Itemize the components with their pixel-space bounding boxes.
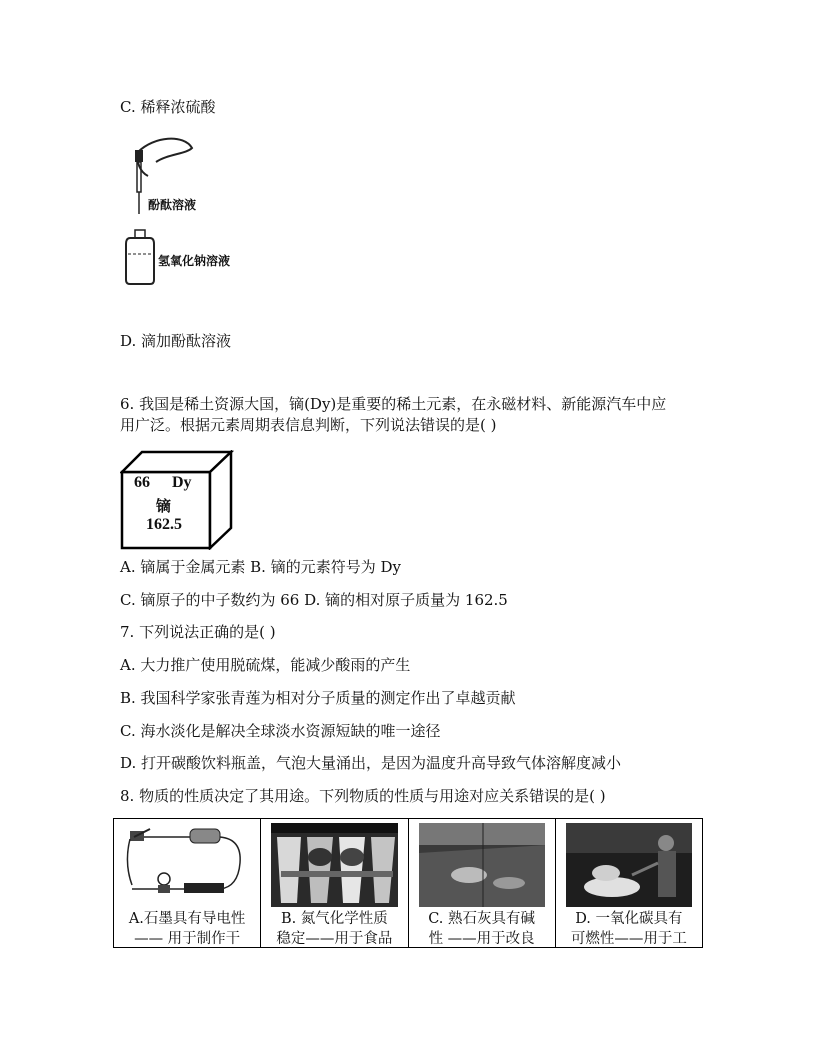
q8-cell-c-line2: 性 ——用于改良 bbox=[428, 931, 535, 947]
sodium-hydroxide-label: 氢氧化钠溶液 bbox=[158, 254, 231, 268]
q7-stem: 7. 下列说法正确的是( ) bbox=[120, 623, 276, 641]
element-name: 镝 bbox=[156, 497, 172, 515]
element-atomic-mass: 162.5 bbox=[146, 516, 182, 533]
q6-options-line1: A. 镝属于金属元素 B. 镝的元素符号为 Dy bbox=[120, 558, 401, 576]
phenolphthalein-figure bbox=[124, 132, 264, 292]
q8-cell-a-line2: —— 用于制作干 bbox=[134, 931, 241, 947]
q8-cell-c-line1: C. 熟石灰具有碱 bbox=[428, 911, 536, 927]
phenolphthalein-label: 酚酞溶液 bbox=[148, 198, 197, 212]
q6-options-line2: C. 镝原子的中子数约为 66 D. 镝的相对原子质量为 162.5 bbox=[120, 591, 508, 609]
q7-option-a: A. 大力推广使用脱硫煤，能减少酸雨的产生 bbox=[120, 656, 411, 674]
q6-stem-line1: 6. 我国是稀土资源大国，镝(Dy)是重要的稀土元素，在永磁材料、新能源汽车中应 bbox=[120, 395, 667, 413]
q8-cell-c bbox=[409, 819, 556, 947]
q8-cell-a-line1: A.石墨具有导电性 bbox=[128, 911, 246, 927]
circuit-image bbox=[124, 823, 250, 907]
q8-cell-b bbox=[261, 819, 408, 947]
q8-cell-b-line1: B. 氮气化学性质 bbox=[280, 911, 388, 927]
food-packages-image bbox=[271, 823, 397, 907]
q6-stem-line2: 用广泛。根据元素周期表信息判断，下列说法错误的是( ) bbox=[120, 416, 497, 434]
cube-outline bbox=[120, 450, 235, 550]
element-symbol: Dy bbox=[172, 474, 192, 491]
q8-cell-a bbox=[114, 819, 261, 947]
q8-stem: 8. 物质的性质决定了其用途。下列物质的性质与用途对应关系错误的是( ) bbox=[120, 787, 606, 805]
q8-options-table bbox=[113, 818, 703, 948]
q8-cell-d-line1: D. 一氧化碳具有 bbox=[575, 911, 683, 927]
q7-option-b: B. 我国科学家张青莲为相对分子质量的测定作出了卓越贡献 bbox=[120, 689, 516, 707]
q8-cell-d-line2: 可燃性——用于工 bbox=[570, 931, 687, 947]
q7-option-d: D. 打开碳酸饮料瓶盖，气泡大量涌出，是因为温度升高导致气体溶解度减小 bbox=[120, 754, 622, 772]
q8-cell-d bbox=[556, 819, 702, 947]
field-image bbox=[419, 823, 545, 907]
q8-cell-b-line2: 稳定——用于食品 bbox=[276, 931, 393, 947]
q5-option-d: D. 滴加酚酞溶液 bbox=[120, 332, 232, 350]
industrial-image bbox=[566, 823, 692, 907]
q7-option-c: C. 海水淡化是解决全球淡水资源短缺的唯一途径 bbox=[120, 722, 441, 740]
element-cell-cube bbox=[120, 450, 235, 550]
element-atomic-number: 66 bbox=[134, 474, 150, 491]
q5-option-c: C. 稀释浓硫酸 bbox=[120, 98, 216, 116]
